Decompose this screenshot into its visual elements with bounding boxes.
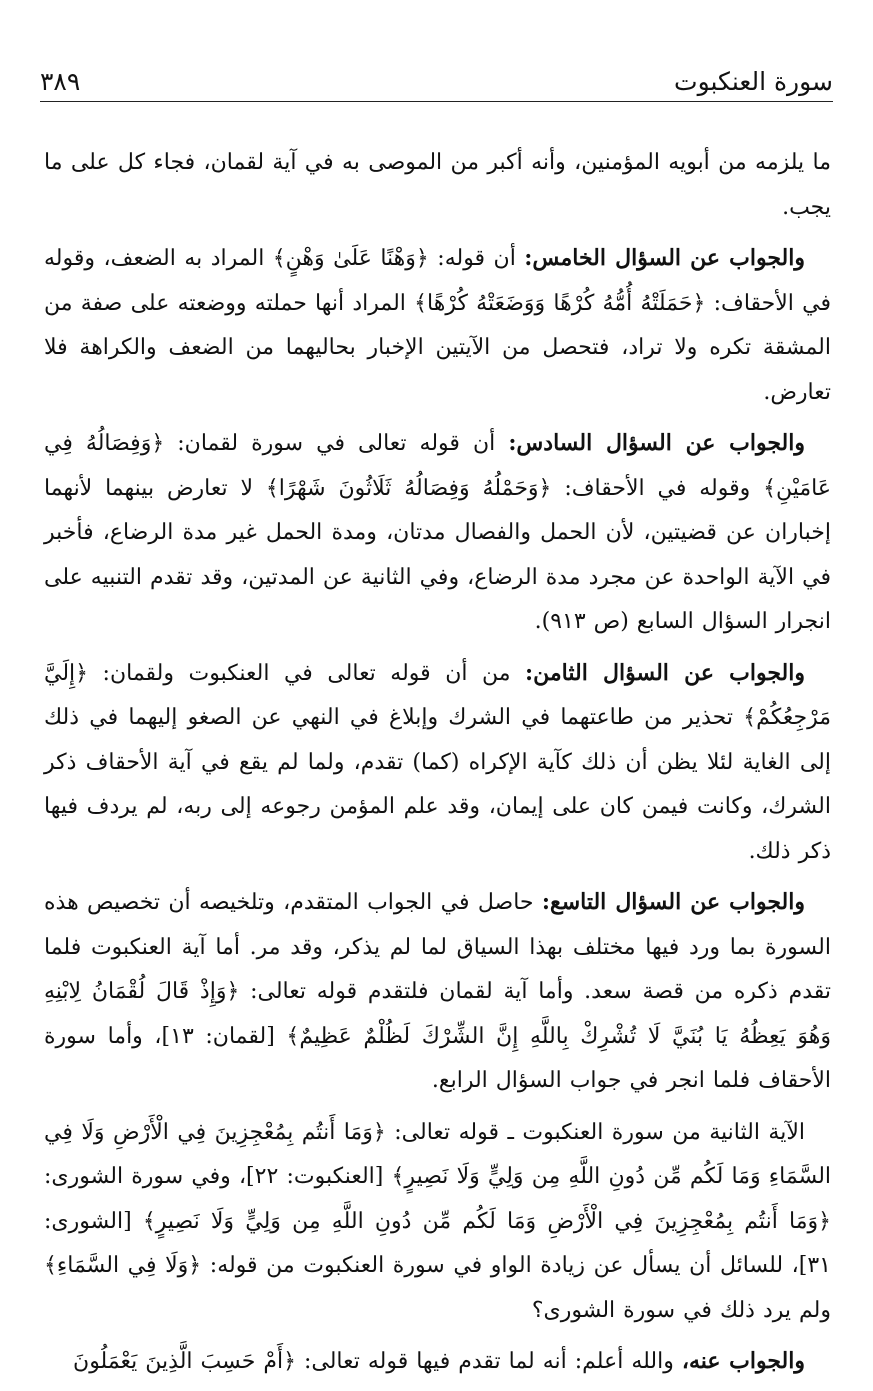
paragraph-lead: والجواب عن السؤال الثامن: [525,659,805,686]
paragraph-4: والجواب عن السؤال الثامن: من أن قوله تعالى في العنكبوت ولقمان: ﴿إِلَيَّ مَرْجِعُكُمْ﴾ تحذير من طاعتهما في الشرك وإبلاغ في النهي عن الصغو إليهما في ذلك إلى الغاية لئلا يظن أن ذلك كآية الإكراه (كما) تقدم، ولما لم يقع في آية الأحقاف ذكر الشرك، وكانت فيمن كان على إيمان، وقد علم المؤمن رجوعه إلى ربه، لم يردف فيها ذكر ذلك. [44,659,831,864]
paragraph-3: والجواب عن السؤال السادس: أن قوله تعالى في سورة لقمان: ﴿وَفِصَالُهُ فِي عَامَيْنِ﴾ وقوله في الأحقاف: ﴿وَحَمْلُهُ وَفِصَالُهُ ثَلَاثُونَ شَهْرًا﴾ لا تعارض بينهما لأنهما إخباران عن قضيتين، لأن الحمل والفصال مدتان، ومدة الحمل غير مدة الرضاع، فأخبر في الآية الواحدة عن مجرد مدة الرضاع، وفي الثانية عن المدتين، وقد تقدم التنبيه على انجرار السؤال السابع (ص ٩١٣). [44,430,831,634]
paragraph-6: الآية الثانية من سورة العنكبوت ـ قوله تعالى: ﴿وَمَا أَنتُم بِمُعْجِزِينَ فِي الْأَرْضِ وَلَا فِي السَّمَاءِ وَمَا لَكُم مِّن دُونِ اللَّهِ مِن وَلِيٍّ وَلَا نَصِيرٍ﴾ [العنكبوت: ٢٢]، وفي سورة الشورى: ﴿وَمَا أَنتُم بِمُعْجِزِينَ فِي الْأَرْضِ وَمَا لَكُم مِّن دُونِ اللَّهِ مِن وَلِيٍّ وَلَا نَصِيرٍ﴾ [الشورى: ٣١]، للسائل أن يسأل عن زيادة الواو في سورة العنكبوت من قوله: ﴿وَلَا فِي السَّمَاءِ﴾ ولم يرد ذلك في سورة الشورى؟ [44,1119,832,1323]
page-header [40,52,833,96]
header-divider [40,101,833,102]
paragraph-2: والجواب عن السؤال الخامس: أن قوله: ﴿وَهْنًا عَلَىٰ وَهْنٍ﴾ المراد به الضعف، وقوله في الأحقاف: ﴿حَمَلَتْهُ أُمُّهُ كُرْهًا وَوَضَعَتْهُ كُرْهًا﴾ المراد أنها حملته ووضعته على صفة من المشقة تكره ولا تراد، فتحصل من الآيتين الإخبار بحاليهما من الضعف والكراهة فلا تعارض. [44,245,831,405]
paragraph-lead: والجواب عن السؤال السادس: [508,430,805,456]
page-number: ٣٨٩ [40,67,81,96]
paragraph-lead: والجواب عن السؤال التاسع: [541,889,805,915]
paragraph-1: ما يلزمه من أبويه المؤمنين، وأنه أكبر من الموصى به في آية لقمان، فجاء كل على ما يجب. [44,150,831,220]
page-body [44,140,831,1391]
paragraph-5: والجواب عن السؤال التاسع: حاصل في الجواب المتقدم، وتلخيصه أن تخصيص هذه السورة بما ورد فيها مختلف بهذا السياق لما لم يذكر، وقد مر. أما آية العنكبوت فلما تقدم ذكره من قصة سعد. وأما آية لقمان فلتقدم قوله تعالى: ﴿وَإِذْ قَالَ لُقْمَانُ لِابْنِهِ وَهُوَ يَعِظُهُ يَا بُنَيَّ لَا تُشْرِكْ بِاللَّهِ إِنَّ الشِّرْكَ لَظُلْمٌ عَظِيمٌ﴾ [لقمان: ١٣]، وأما سورة الأحقاف فلما انجر في جواب السؤال الرابع. [44,889,832,1093]
paragraph-lead: والجواب عن السؤال الخامس: [524,245,805,271]
paragraph-lead: والجواب عنه، [681,1348,805,1374]
paragraph-7: والجواب عنه، والله أعلم: أنه لما تقدم فيها قوله تعالى: ﴿أَمْ حَسِبَ الَّذِينَ يَعْمَلُونَ [73,1348,805,1374]
chapter-title: سورة العنكبوت [674,67,833,96]
